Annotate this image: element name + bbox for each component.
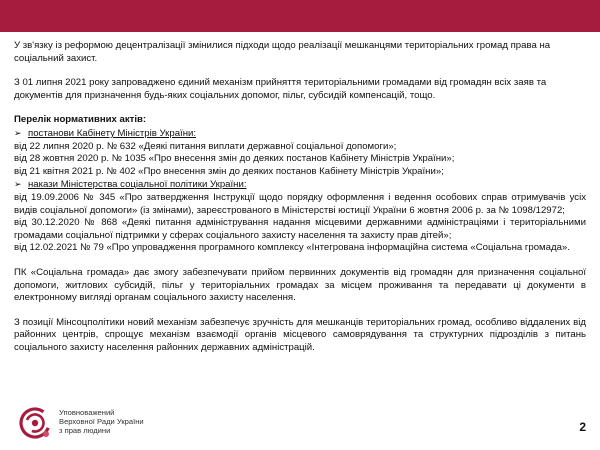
page-number: 2 [579, 420, 586, 434]
document-body [14, 40, 586, 354]
arrow-bullet-icon: ➢ [14, 179, 22, 190]
organization-name [59, 408, 144, 435]
ministry-item-3: від 12.02.2021 № 79 «Про упровадження програмного комплексу «Інтегрована інформаційна система «Соціальна громада». [14, 242, 570, 254]
position-paragraph: З позиції Мінсоцполітики новий механізм забезпечує зручність для мешканців територіальних громад, особливо віддалених від районних центрів, спрощує механізм взаємодії органів місцевого самоврядування та структурних підрозділів з питань соціального захисту населення районних державних адміністрацій. [14, 316, 586, 353]
org-line-1: Уповноважений [59, 408, 115, 417]
cabinet-item-3: від 21 квітня 2021 р. № 402 «Про внесення змін до деяких постанов Кабінету Міністрів України»; [14, 165, 444, 177]
org-line-2: Верховної Ради України [59, 417, 144, 426]
cabinet-item-2: від 28 жовтня 2020 р. № 1035 «Про внесення змін до деяких постанов Кабінету Міністрів України»; [14, 153, 455, 165]
ministry-bullet [14, 178, 586, 192]
cabinet-label: постанови Кабінету Міністрів України: [28, 127, 197, 139]
intro-paragraph-2: З 01 липня 2021 року запроваджено єдиний механізм прийняття територіальними громадами від громадян всіх заяв та документів для призначення будь-яких соціальних допомог, пільг, субсидій компенсацій, тощо. [14, 77, 547, 101]
footer [18, 404, 588, 444]
ministry-label: накази Міністерства соціальної політики України: [28, 179, 247, 191]
ministry-item-1: від 19.09.2006 № 345 «Про затвердження Інструкції щодо порядку оформлення і ведення особових справ отримувачів усіх видів соціальної допомоги» (із змінами), зареєстрованого в Міністерстві юстиції України 6 жовтня 2006 р. за № 1098/12972; [14, 191, 586, 216]
org-line-3: з прав людини [59, 426, 111, 435]
ombudsman-logo-icon [18, 406, 52, 440]
pk-paragraph: ПК «Соціальна громада» дає змогу забезпечувати прийом первинних документів від громадян для призначення соціальної допомоги, житлових субсидій, пільг у територіальних громадах за місцем проживання та передавати ці документи в електронному вигляді органам соціального захисту населення. [14, 266, 586, 304]
cabinet-bullet [14, 127, 586, 141]
ministry-item-2: від 30.12.2020 № 868 «Деякі питання адміністрування надання місцевими державними адміністраціями і територіальними громадами соціальної підтримки у сферах соціального захисту населення та захисту прав дітей»; [14, 217, 586, 241]
arrow-bullet-icon: ➢ [14, 127, 22, 138]
acts-heading: Перелік нормативних актів: [14, 114, 147, 126]
cabinet-item-1: від 22 липня 2020 р. № 632 «Деякі питання виплати державної соціальної допомоги»; [14, 140, 397, 152]
header-bar [0, 0, 600, 32]
intro-paragraph-1: У зв'язку із реформою децентралізації змінилися підходи щодо реалізації мешканцями територіальних громад права на соціальний захист. [14, 40, 551, 64]
